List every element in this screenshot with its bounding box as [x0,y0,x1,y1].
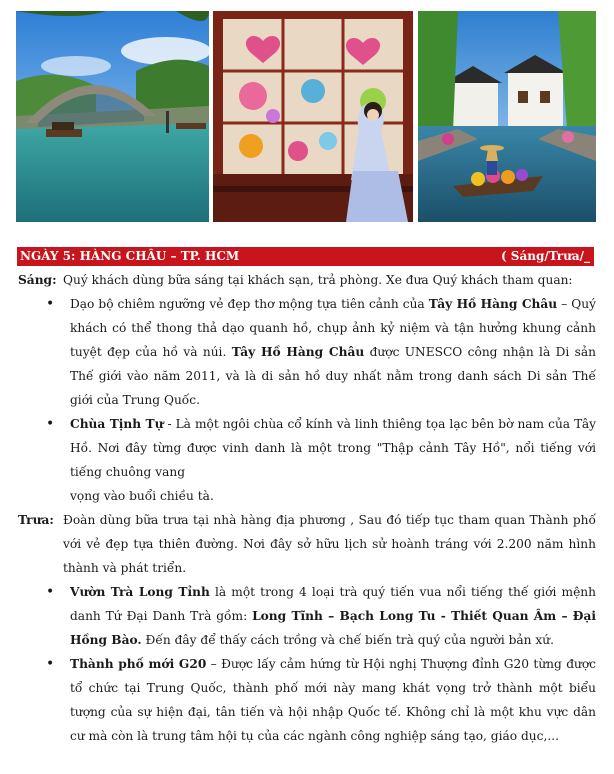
bullet-vuon-tra [18,580,596,652]
photo-strip [16,11,596,222]
bullet-bold: Tây Hồ Hàng Châu [428,297,558,311]
bullet-tay-ho [18,292,596,412]
photo-woman-window-paper-cuttings [213,11,413,222]
bullet-bold: Chùa Tịnh Tự [70,417,164,431]
bullet-bold: Vườn Trà Long Tỉnh [70,585,210,599]
noon-section [18,508,596,580]
bullet-bold: Thành phố mới G20 [70,657,207,671]
noon-intro: Đoàn dùng bữa trưa tại nhà hàng địa phương , Sau đó tiếp tục tham quan Thành phố với vẻ đẹp tựa thiên đường. Nơi đây sở hữu lịch sử hoành tráng với 2.200 năm hình thành và phát triển. [63,513,596,575]
bullet-text: - Là một ngôi chùa cổ kính và linh thiêng tọa lạc bên bờ nam của Tây Hồ. Nơi đây từng được vinh danh là một trong "Thập cảnh Tây Hồ", nổi tiếng với tiếng chuông vang [70,417,597,479]
bullet-text: được UNESCO công nhận là Di sản Thế giới vào năm 2011, và là di sản hồ duy nhất nằm trong danh sách Di sản Thế giới của Trung Quốc. [70,345,597,407]
photo-canal-village-flower-boat [418,11,596,222]
bullet-continuation: vọng vào buổi chiều tà. [70,489,214,503]
bullet-text: – Được lấy cảm hứng từ Hội nghị Thượng đỉnh G20 từng được tổ chức tại Trung Quốc, thành phố mới này mang khát vọng trở thành một biểu tượng của sự hiện đại, tân tiến và hội nhập Quốc tế. Không chỉ là một khu vực dân cư mà còn là trung tâm hội tụ của các ngành công nghiệp sáng tạo, giáo dục,... [70,657,597,743]
morning-section [18,268,596,292]
bullet-text: Đến đây để thấy cách trồng và chế biến trà quý của người bản xứ. [141,633,554,647]
morning-intro: Quý khách dùng bữa sáng tại khách sạn, trả phòng. Xe đưa Quý khách tham quan: [63,273,573,287]
day-header [17,247,594,266]
bullet-bold: Tây Hồ Hàng Châu [231,345,365,359]
morning-label: Sáng: [18,273,57,287]
day-title: NGÀY 5: HÀNG CHÂU – TP. HCM [20,249,240,263]
bullet-text: là một trong 4 loại trà quý tiến vua nổi tiếng thế giới mệnh danh Tứ Đại Danh Trà gồm: [70,585,596,623]
noon-label: Trưa: [18,513,54,527]
bullet-bold: Long Tĩnh – Bạch Long Tu - Thiết Quan Âm – Đại Hồng Bào. [70,609,596,647]
itinerary-content [18,268,596,748]
bullet-text: Dạo bộ chiêm ngưỡng vẻ đẹp thơ mộng tựa tiên cảnh của [70,297,429,311]
bullet-g20 [18,652,596,748]
bullet-text: – Quý khách có thể thong thả dạo quanh hồ, chụp ảnh kỷ niệm và tận hưởng khung cảnh tuyệt đẹp của hồ và núi. [70,297,596,359]
bullet-chua-tinh-tu [18,412,596,484]
day-meals: ( Sáng/Trưa/_ [500,249,590,263]
photo-stone-bridge-canal [16,11,209,222]
